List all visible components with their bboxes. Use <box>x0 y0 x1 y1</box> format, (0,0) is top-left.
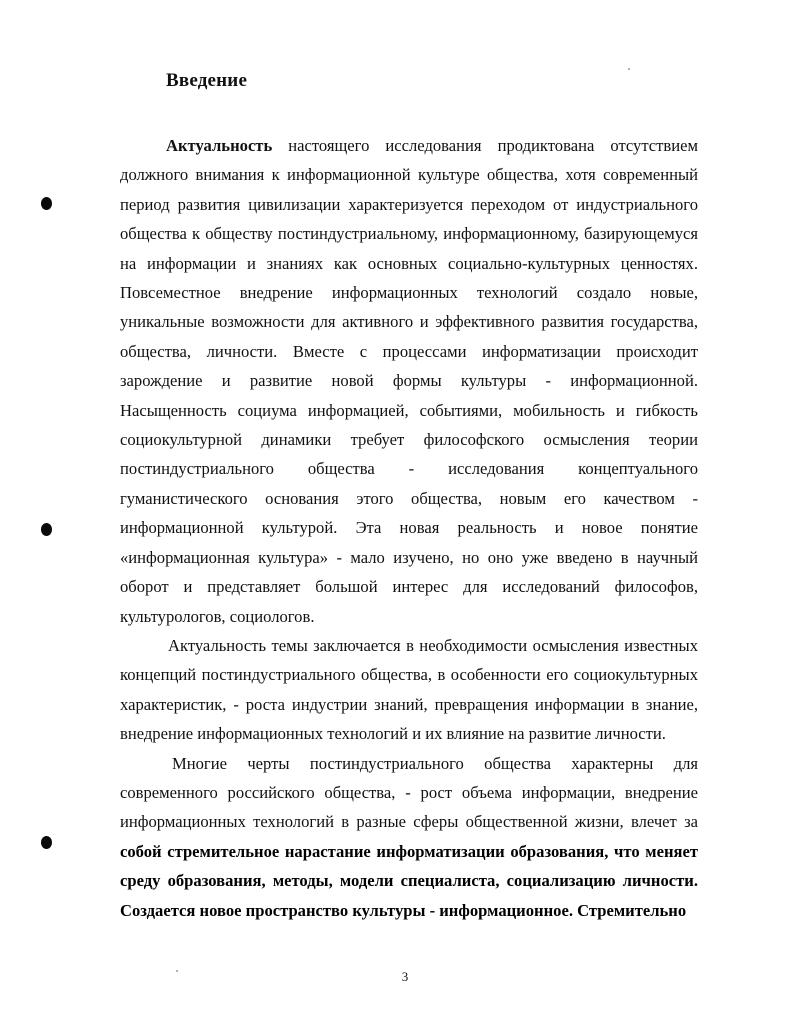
paragraph-1-text: настоящего исследования продиктована отсутствием должного внимания к информационной культуре общества, хотя современный период развития цивилизации характеризуется переходом от индустриального общества к обществу постиндустриальному, информационному, базирующемуся на информации и знаниях как основных социально-культурных ценностях. Повсеместное внедрение информационных технологий создало новые, уникальные возможности для активного и эффективного развития государства, общества, личности. Вместе с процессами информатизации происходит зарождение и развитие новой формы культуры - информационной. Насыщенность социума информацией, событиями, мобильность и гибкость социокультурной динамики требует философского осмысления теории постиндустриального общества - исследования концептуального гуманистического основания этого общества, новым его качеством - информационной культурой. Эта новая реальность и новое понятие «информационная культура» - мало изучено, но оно уже введено в научный оборот и представляет большой интерес для исследований философов, культурологов, социологов. <box>120 136 698 626</box>
paragraph-lead-term: Актуальность <box>166 136 273 155</box>
section-heading: Введение <box>166 70 248 91</box>
punch-hole-mark <box>41 197 52 210</box>
paragraph-3-text: Многие черты постиндустриального общества характерны для современного российского общества, - рост объема информации, внедрение информационных технологий в разные сферы общественной жизни, влечет за <box>120 753 698 832</box>
punch-hole-mark <box>41 523 52 536</box>
paragraph-3 <box>120 749 698 925</box>
paragraph-2-text: Актуальность темы заключается в необходимости осмысления известных концепций постиндустриального общества, в особенности его социокультурных характеристик, - роста индустрии знаний, превращения информации в знание, внедрение информационных технологий и их влияние на развитие личности. <box>120 635 698 744</box>
paragraph-2 <box>120 631 698 749</box>
paragraph-3-text-continued: собой стремительное нарастание информатизации образования, что меняет среду образования, методы, модели специалиста, социализацию личности. Создается новое пространство культуры - информационное. Стремительно <box>120 841 698 920</box>
scan-speck <box>628 68 630 70</box>
paragraph-1 <box>120 131 698 631</box>
page-number: 3 <box>401 969 409 984</box>
punch-hole-mark <box>41 836 52 849</box>
body-text <box>120 131 698 925</box>
